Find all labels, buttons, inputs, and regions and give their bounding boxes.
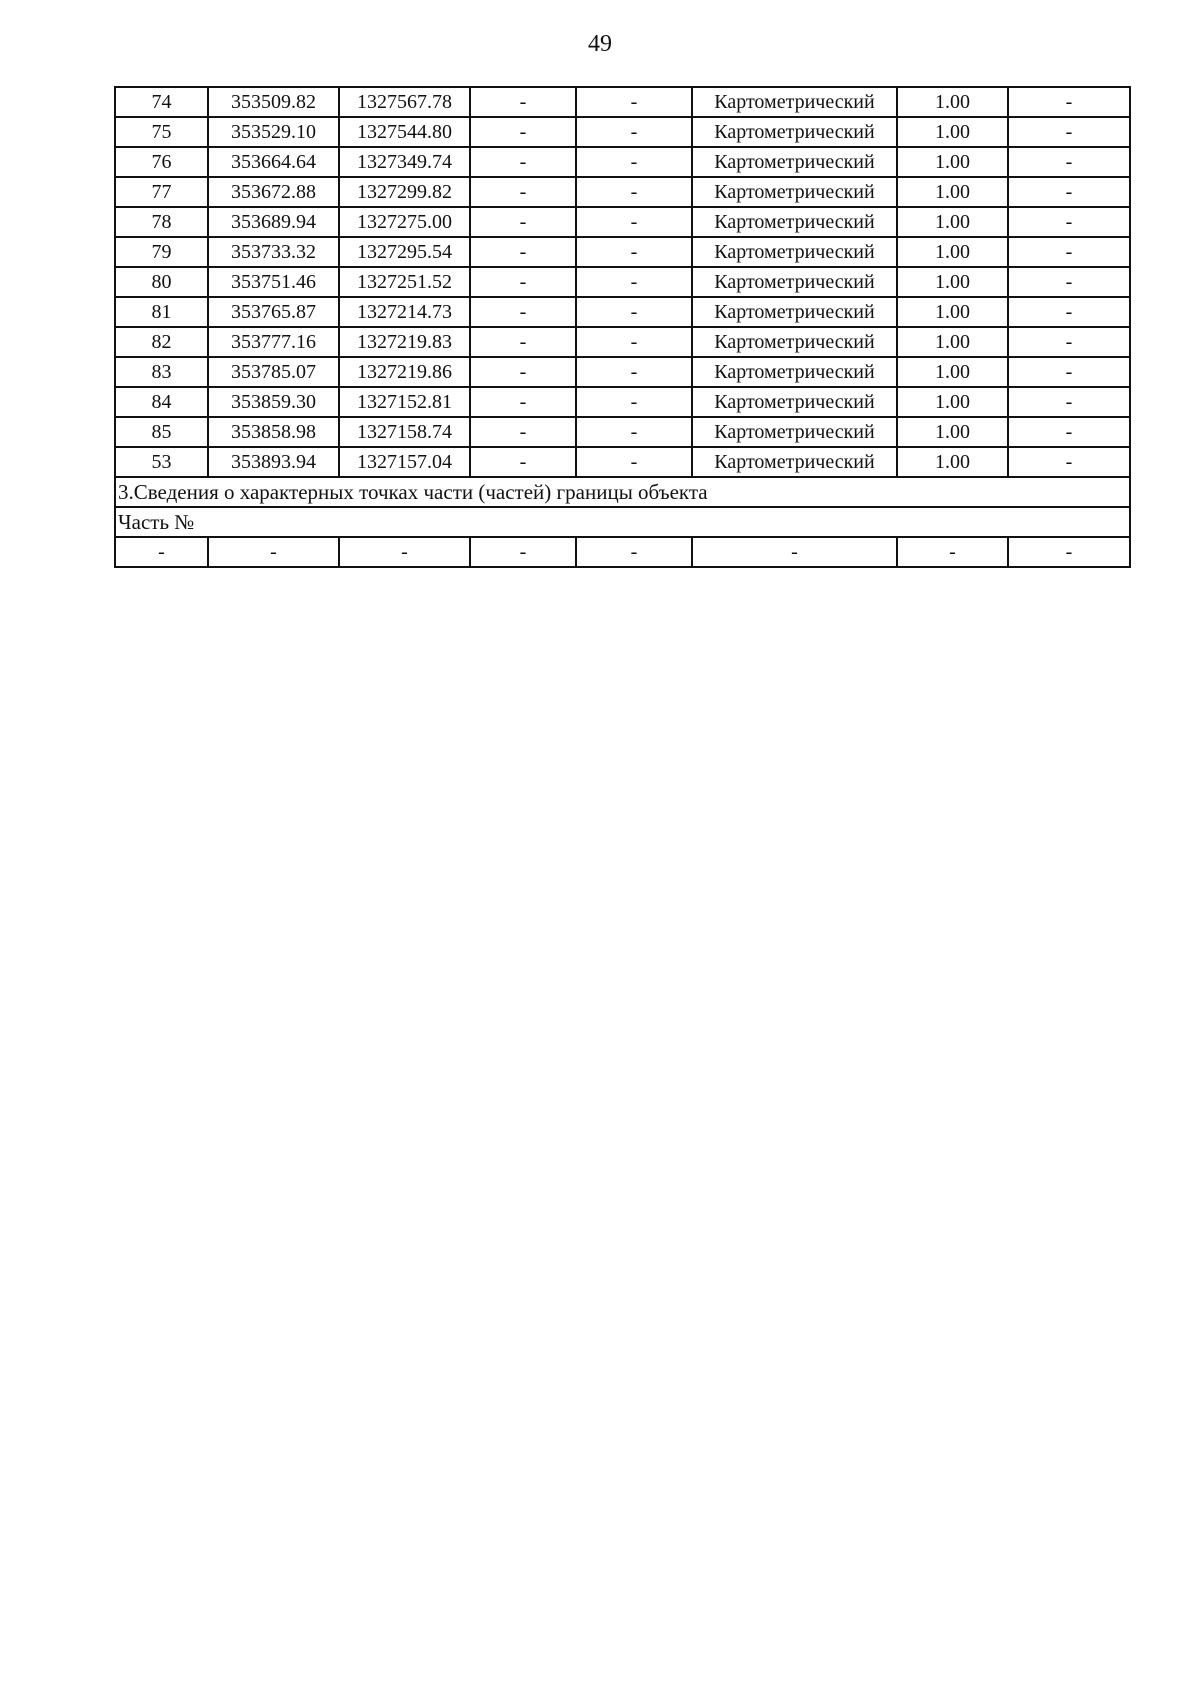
table-cell: - (1008, 147, 1130, 177)
table-cell: 53 (115, 447, 208, 477)
table-cell: - (470, 147, 576, 177)
table-row (115, 297, 1130, 327)
part-number-label: Часть № (115, 507, 1130, 537)
table-cell: - (470, 267, 576, 297)
table-cell: 353529.10 (208, 117, 339, 147)
table-cell: - (470, 207, 576, 237)
table-cell: - (470, 537, 576, 567)
table-cell: 1.00 (897, 177, 1008, 207)
table-cell: - (470, 237, 576, 267)
table-cell: 1.00 (897, 297, 1008, 327)
table-cell: 353858.98 (208, 417, 339, 447)
table-row (115, 327, 1130, 357)
table-cell: 1327152.81 (339, 387, 470, 417)
table-cell: - (1008, 177, 1130, 207)
table-cell: 353689.94 (208, 207, 339, 237)
table-cell: - (576, 267, 692, 297)
page-number: 49 (588, 31, 612, 57)
table-cell: Картометрический (692, 207, 897, 237)
table-row (115, 357, 1130, 387)
table-cell: - (1008, 327, 1130, 357)
table-cell: - (692, 537, 897, 567)
table-cell: 1327299.82 (339, 177, 470, 207)
table-row (115, 87, 1130, 117)
table-cell: 1327214.73 (339, 297, 470, 327)
part-number-row (115, 507, 1130, 537)
table-cell: 77 (115, 177, 208, 207)
table-cell: 1.00 (897, 117, 1008, 147)
table-cell: - (576, 357, 692, 387)
table-cell: - (1008, 387, 1130, 417)
table-cell: 83 (115, 357, 208, 387)
table-cell: - (339, 537, 470, 567)
section-title: 3.Сведения о характерных точках части (частей) границы объекта (115, 477, 1130, 507)
table-cell: Картометрический (692, 387, 897, 417)
table-cell: 353777.16 (208, 327, 339, 357)
table-cell: 1327567.78 (339, 87, 470, 117)
table-cell: - (1008, 297, 1130, 327)
table-cell: Картометрический (692, 327, 897, 357)
table-row (115, 177, 1130, 207)
coordinates-table-body (115, 87, 1130, 567)
table-cell: - (1008, 357, 1130, 387)
table-cell: 1.00 (897, 207, 1008, 237)
table-row (115, 447, 1130, 477)
table-cell: 353664.64 (208, 147, 339, 177)
table-cell: 82 (115, 327, 208, 357)
table-cell: - (576, 327, 692, 357)
table-cell: - (576, 537, 692, 567)
table-cell: - (1008, 537, 1130, 567)
table-cell: Картометрический (692, 357, 897, 387)
table-cell: 81 (115, 297, 208, 327)
table-cell: 1327544.80 (339, 117, 470, 147)
table-cell: - (470, 357, 576, 387)
table-cell: 1327295.54 (339, 237, 470, 267)
table-cell: - (576, 417, 692, 447)
table-cell: 76 (115, 147, 208, 177)
table-cell: Картометрический (692, 237, 897, 267)
table-cell: Картометрический (692, 117, 897, 147)
table-cell: 353733.32 (208, 237, 339, 267)
table-cell: Картометрический (692, 87, 897, 117)
table-cell: - (1008, 87, 1130, 117)
table-cell: - (1008, 117, 1130, 147)
table-cell: Картометрический (692, 177, 897, 207)
table-cell: Картометрический (692, 297, 897, 327)
table-cell: - (470, 327, 576, 357)
table-cell: - (470, 447, 576, 477)
table-row (115, 387, 1130, 417)
empty-part-row (115, 537, 1130, 567)
table-cell: 1327349.74 (339, 147, 470, 177)
table-cell: 1.00 (897, 357, 1008, 387)
table-cell: 353859.30 (208, 387, 339, 417)
table-cell: Картометрический (692, 447, 897, 477)
table-cell: 1327219.83 (339, 327, 470, 357)
table-cell: - (1008, 237, 1130, 267)
table-cell: 353785.07 (208, 357, 339, 387)
table-cell: - (115, 537, 208, 567)
table-cell: 1.00 (897, 327, 1008, 357)
table-row (115, 267, 1130, 297)
table-cell: - (576, 117, 692, 147)
table-cell: - (470, 87, 576, 117)
table-cell: 1327157.04 (339, 447, 470, 477)
table-row (115, 417, 1130, 447)
table-cell: 1.00 (897, 237, 1008, 267)
table-cell: - (576, 447, 692, 477)
table-cell: - (470, 177, 576, 207)
coordinates-table (114, 86, 1131, 568)
table-row (115, 237, 1130, 267)
table-cell: 79 (115, 237, 208, 267)
table-cell: - (576, 237, 692, 267)
table-row (115, 147, 1130, 177)
table-cell: - (576, 147, 692, 177)
table-cell: 75 (115, 117, 208, 147)
table-cell: 1327219.86 (339, 357, 470, 387)
table-cell: 80 (115, 267, 208, 297)
table-cell: - (576, 177, 692, 207)
table-cell: - (470, 297, 576, 327)
table-cell: 353751.46 (208, 267, 339, 297)
table-cell: - (208, 537, 339, 567)
table-cell: 353765.87 (208, 297, 339, 327)
table-cell: 353509.82 (208, 87, 339, 117)
table-cell: 1327251.52 (339, 267, 470, 297)
table-row (115, 207, 1130, 237)
table-cell: 84 (115, 387, 208, 417)
table-cell: 1327275.00 (339, 207, 470, 237)
table-cell: 1.00 (897, 87, 1008, 117)
table-cell: 74 (115, 87, 208, 117)
table-cell: 85 (115, 417, 208, 447)
table-cell: 1327158.74 (339, 417, 470, 447)
table-cell: - (470, 117, 576, 147)
table-cell: Картометрический (692, 417, 897, 447)
section-title-row (115, 477, 1130, 507)
table-cell: 1.00 (897, 447, 1008, 477)
table-cell: - (576, 87, 692, 117)
table-cell: Картометрический (692, 147, 897, 177)
table-cell: - (1008, 207, 1130, 237)
table-cell: 1.00 (897, 267, 1008, 297)
table-cell: 1.00 (897, 417, 1008, 447)
table-cell: - (576, 297, 692, 327)
table-cell: Картометрический (692, 267, 897, 297)
table-cell: - (1008, 267, 1130, 297)
table-cell: 353893.94 (208, 447, 339, 477)
table-cell: 353672.88 (208, 177, 339, 207)
table-cell: - (1008, 447, 1130, 477)
table-cell: - (470, 417, 576, 447)
table-cell: - (576, 207, 692, 237)
table-cell: - (576, 387, 692, 417)
table-cell: - (1008, 417, 1130, 447)
table-cell: 78 (115, 207, 208, 237)
table-cell: 1.00 (897, 387, 1008, 417)
table-row (115, 117, 1130, 147)
table-cell: 1.00 (897, 147, 1008, 177)
table-cell: - (897, 537, 1008, 567)
table-cell: - (470, 387, 576, 417)
